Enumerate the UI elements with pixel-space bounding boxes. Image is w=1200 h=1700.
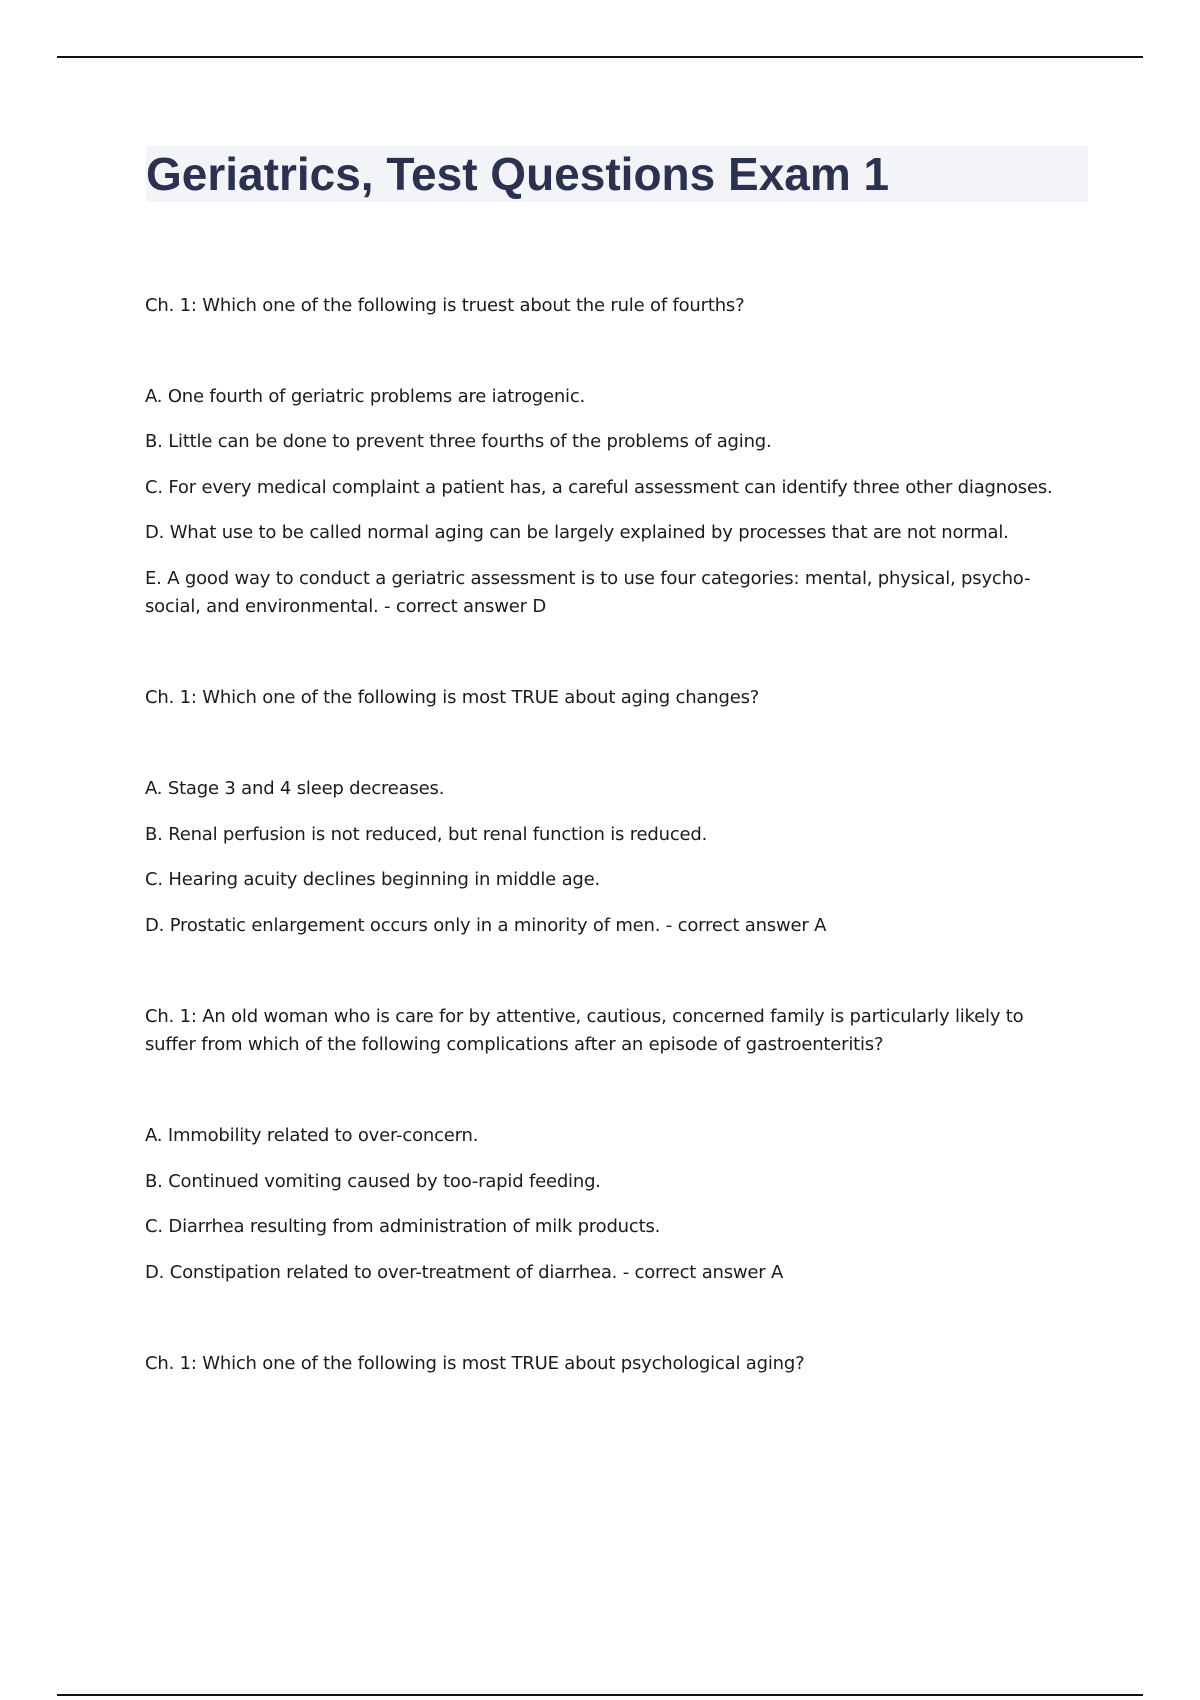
question-1-option-c: C. For every medical complaint a patient has, a careful assessment can identify three other diagnoses. xyxy=(145,477,1053,498)
question-1-option-d: D. What use to be called normal aging can be largely explained by processes that are not normal. xyxy=(145,522,1009,543)
question-3-prompt: Ch. 1: An old woman who is care for by attentive, cautious, concerned family is particularly likely to suffer from which of the following complications after an episode of gastroenteritis? xyxy=(145,1006,1024,1055)
question-1-option-a: A. One fourth of geriatric problems are iatrogenic. xyxy=(145,386,586,407)
page-title: Geriatrics, Test Questions Exam 1 xyxy=(146,148,890,200)
question-2-prompt: Ch. 1: Which one of the following is most TRUE about aging changes? xyxy=(145,687,760,708)
top-rule xyxy=(57,56,1143,58)
question-2-option-b: B. Renal perfusion is not reduced, but renal function is reduced. xyxy=(145,824,708,845)
question-1-option-e: E. A good way to conduct a geriatric assessment is to use four categories: mental, physical, psycho-social, and environmental. - correct answer D xyxy=(145,568,1031,617)
question-2-option-c: C. Hearing acuity declines beginning in middle age. xyxy=(145,869,601,890)
question-2-option-d: D. Prostatic enlargement occurs only in a minority of men. - correct answer A xyxy=(145,915,827,936)
question-3-option-d: D. Constipation related to over-treatment of diarrhea. - correct answer A xyxy=(145,1262,784,1283)
question-3-option-a: A. Immobility related to over-concern. xyxy=(145,1125,479,1146)
bottom-rule xyxy=(57,1694,1143,1696)
question-3-option-c: C. Diarrhea resulting from administration of milk products. xyxy=(145,1216,661,1237)
question-2-option-a: A. Stage 3 and 4 sleep decreases. xyxy=(145,778,445,799)
question-3-option-b: B. Continued vomiting caused by too-rapid feeding. xyxy=(145,1171,601,1192)
question-4-prompt: Ch. 1: Which one of the following is most TRUE about psychological aging? xyxy=(145,1353,805,1374)
question-1-prompt: Ch. 1: Which one of the following is truest about the rule of fourths? xyxy=(145,295,745,316)
question-1-option-b: B. Little can be done to prevent three fourths of the problems of aging. xyxy=(145,431,772,452)
